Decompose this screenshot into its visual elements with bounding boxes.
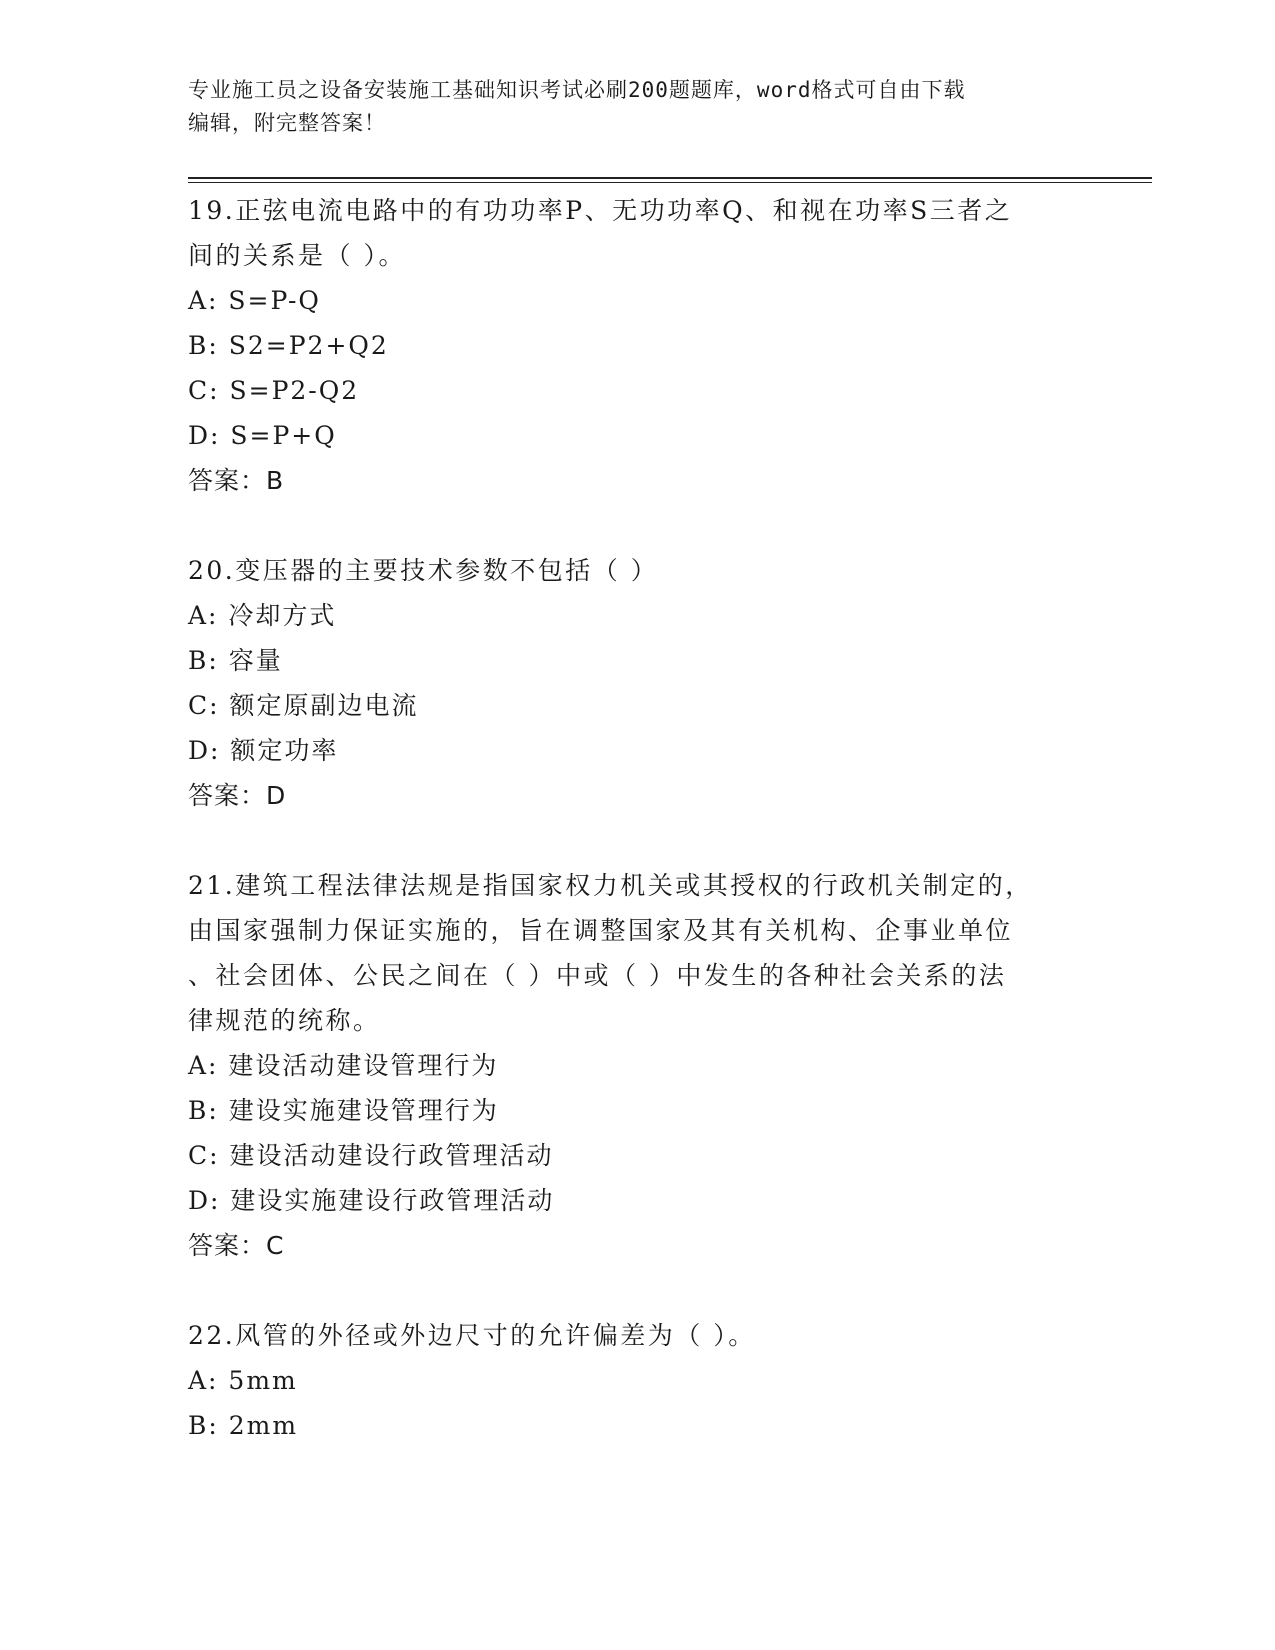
question-stem-line: 20.变压器的主要技术参数不包括（ ） (188, 556, 659, 585)
option-a: A: 5mm (188, 1366, 298, 1395)
question-stem-line: 22.风管的外径或外边尺寸的允许偏差为（ ）。 (188, 1321, 756, 1350)
option-c: C: S=P2-Q2 (188, 376, 360, 405)
option-b: B: S2=P2+Q2 (188, 331, 389, 360)
question-stem-line: 21.建筑工程法律法规是指国家权力机关或其授权的行政机关制定的， (188, 871, 1033, 900)
question-stem-line: 19.正弦电流电路中的有功功率P、无功功率Q、和视在功率S三者之 (188, 196, 1013, 225)
question-stem-line: 间的关系是（ ）。 (188, 241, 406, 270)
question-spacer (188, 1268, 1068, 1313)
answer-line: 答案：B (188, 466, 285, 495)
question-20 (188, 548, 1068, 818)
answer-line: 答案：D (188, 781, 287, 810)
option-c: C: 额定原副边电流 (188, 691, 419, 720)
header-line-1: 专业施工员之设备安装施工基础知识考试必刷200题题库，word格式可自由下载 (188, 78, 966, 102)
question-19 (188, 188, 1068, 503)
question-list (188, 188, 1068, 1448)
header-line-2: 编辑，附完整答案！ (188, 111, 386, 135)
document-header (188, 74, 1068, 140)
option-a: A: 冷却方式 (188, 601, 337, 630)
option-a: A: S=P-Q (188, 286, 321, 315)
option-d: D: 建设实施建设行政管理活动 (188, 1186, 555, 1215)
question-spacer (188, 818, 1068, 863)
question-spacer (188, 503, 1068, 548)
question-stem-line: 律规范的统称。 (188, 1006, 381, 1035)
option-b: B: 建设实施建设管理行为 (188, 1096, 499, 1125)
question-21 (188, 863, 1068, 1268)
answer-line: 答案：C (188, 1231, 285, 1260)
question-stem-line: 由国家强制力保证实施的，旨在调整国家及其有关机构、企事业单位 (188, 916, 1014, 945)
option-b: B: 容量 (188, 646, 283, 675)
header-divider-thick (188, 177, 1152, 179)
option-a: A: 建设活动建设管理行为 (188, 1051, 499, 1080)
option-b: B: 2mm (188, 1411, 299, 1440)
option-d: D: 额定功率 (188, 736, 339, 765)
question-stem-line: 、社会团体、公民之间在（ ）中或（ ）中发生的各种社会关系的法 (188, 961, 1007, 990)
header-divider-thin (188, 182, 1152, 183)
question-22 (188, 1313, 1068, 1448)
option-c: C: 建设活动建设行政管理活动 (188, 1141, 554, 1170)
option-d: D: S=P+Q (188, 421, 337, 450)
